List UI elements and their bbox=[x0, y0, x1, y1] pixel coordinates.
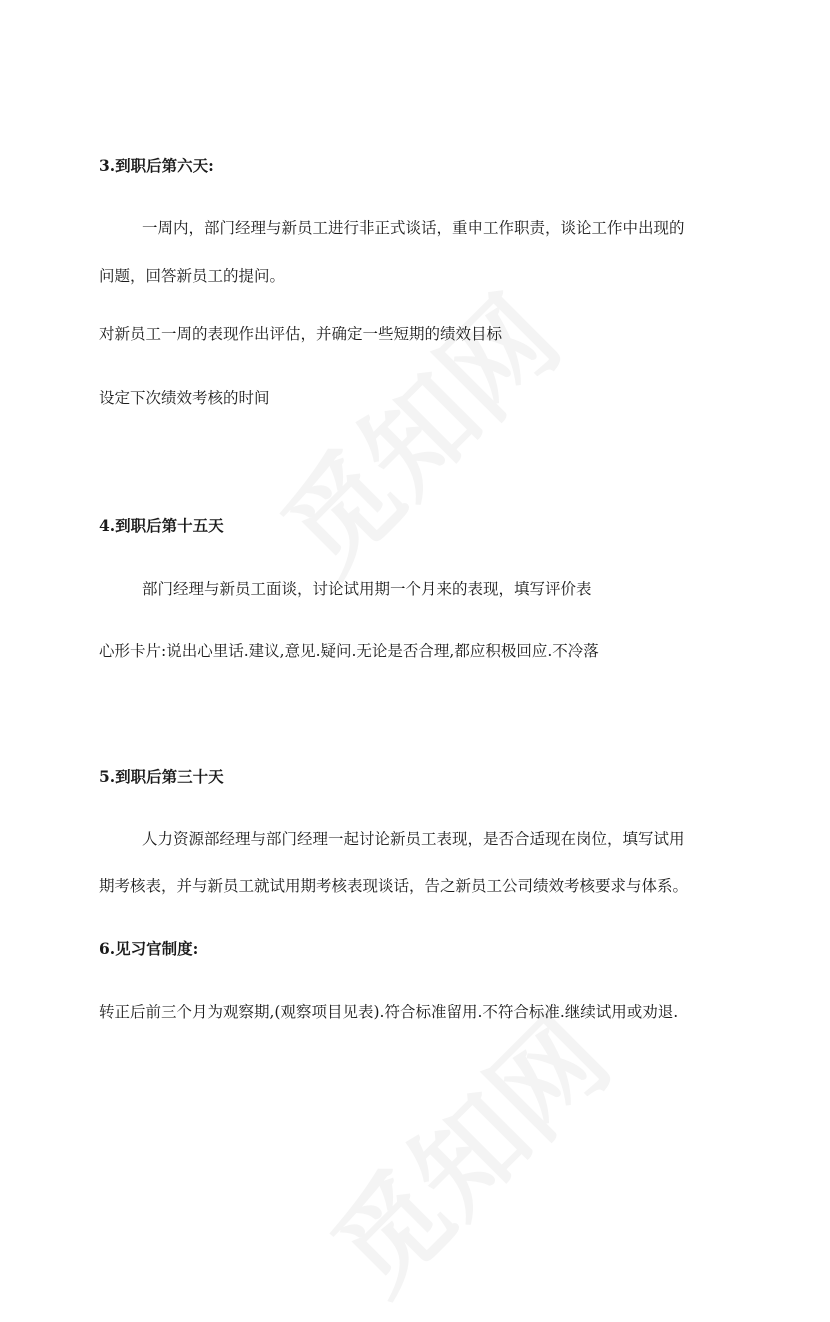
section-5-heading: 5.到职后第三十天 bbox=[99, 767, 224, 786]
section-3-paragraph-3: 设定下次绩效考核的时间 bbox=[99, 389, 270, 407]
section-6-paragraph-1: 转正后前三个月为观察期,(观察项目见表).符合标准留用.不符合标准.继续试用或劝退. bbox=[99, 1003, 679, 1021]
section-4-paragraph-2: 心形卡片:说出心里话.建议,意见.疑问.无论是否合理,都应积极回应.不冷落 bbox=[99, 642, 599, 660]
section-3-heading: 3.到职后第六天: bbox=[99, 156, 214, 175]
section-5-paragraph-1-line-2: 期考核表，并与新员工就试用期考核表现谈话，告之新员工公司绩效考核要求与体系。 bbox=[99, 877, 689, 895]
section-5-paragraph-1-line-1: 人力资源部经理与部门经理一起讨论新员工表现，是否合适现在岗位，填写试用 bbox=[142, 830, 685, 848]
section-3-paragraph-1-line-1: 一周内，部门经理与新员工进行非正式谈话，重申工作职责，谈论工作中出现的 bbox=[142, 219, 685, 237]
section-3-paragraph-1-line-2: 问题，回答新员工的提问。 bbox=[99, 267, 286, 285]
section-3-paragraph-2: 对新员工一周的表现作出评估，并确定一些短期的绩效目标 bbox=[99, 325, 503, 343]
section-6-heading: 6.见习官制度: bbox=[99, 939, 199, 958]
section-4-heading: 4.到职后第十五天 bbox=[99, 516, 224, 535]
section-4-paragraph-1: 部门经理与新员工面谈，讨论试用期一个月来的表现，填写评价表 bbox=[142, 580, 592, 598]
watermark bbox=[242, 256, 587, 601]
watermark bbox=[292, 976, 637, 1321]
